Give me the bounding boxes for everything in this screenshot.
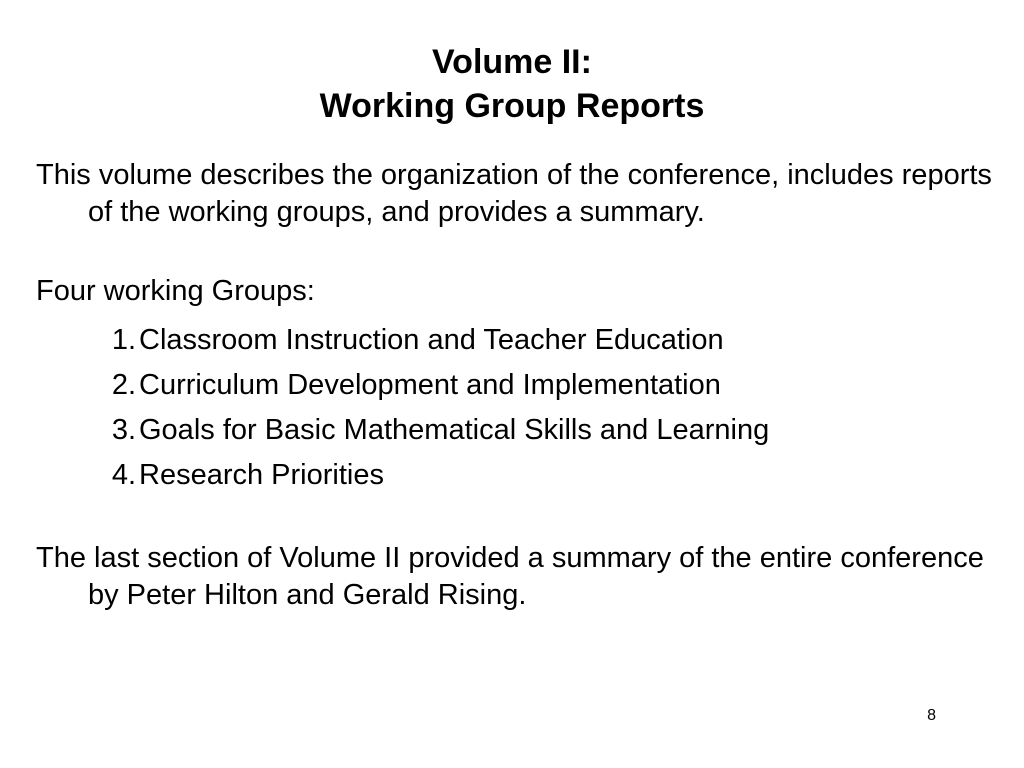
spacer xyxy=(36,498,996,540)
list-item-label: Goals for Basic Mathematical Skills and Learning xyxy=(139,414,770,446)
working-groups-list xyxy=(36,318,996,498)
list-item-number: 4. xyxy=(111,459,136,491)
list-item-label: Classroom Instruction and Teacher Education xyxy=(139,324,724,356)
list-item-label: Curriculum Development and Implementation xyxy=(139,369,721,401)
list-item-label: Research Priorities xyxy=(139,459,384,491)
groups-heading: Four working Groups: xyxy=(36,275,315,307)
closing-paragraph: The last section of Volume II provided a summary of the entire conference by Peter Hilton and Gerald Rising. xyxy=(36,542,984,611)
title-line-2: Working Group Reports xyxy=(319,87,705,125)
list-item xyxy=(36,408,996,453)
list-item-number: 1. xyxy=(111,324,136,356)
intro-paragraph: This volume describes the organization of the conference, includes reports of the working groups, and provides a summary. xyxy=(36,159,992,228)
list-item-number: 2. xyxy=(111,369,136,401)
page-number: 8 xyxy=(927,707,936,724)
list-item xyxy=(36,453,996,498)
list-item-number: 3. xyxy=(111,414,136,446)
list-item xyxy=(36,363,996,408)
list-item xyxy=(36,318,996,363)
title-line-1: Volume II: xyxy=(432,43,592,81)
slide-body xyxy=(36,157,996,614)
slide-title xyxy=(0,40,1024,128)
spacer xyxy=(36,231,996,273)
